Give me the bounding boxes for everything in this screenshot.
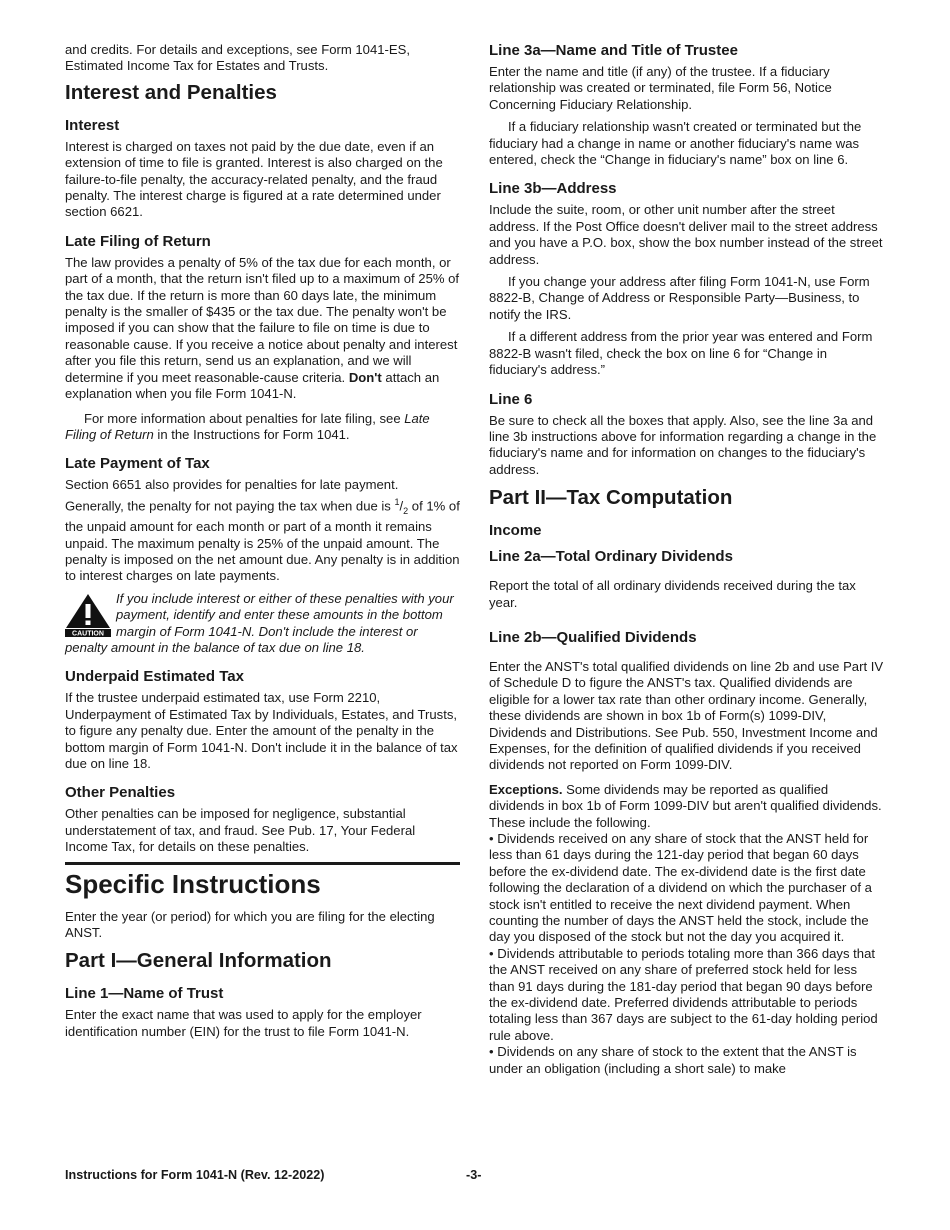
left-column — [65, 42, 460, 1045]
interest-heading: Interest — [65, 116, 120, 134]
line3a-text2: If a fiduciary relationship wasn't created or terminated but the fiduciary had a change in name or another fiduciary's name was entered, check the “Change in fiduciary's name” box on line 6. — [489, 119, 862, 168]
specific-instructions-heading: Specific Instructions — [65, 868, 321, 899]
bullet-text-2: Dividends attributable to periods totaling more than 366 days that the ANST received on any share of preferred stock held for less than 91 days during the 181-day period that began 90 days before the ex-dividend date. Preferred dividends attributable to periods totaling less than 367 days are subject to the 61-day holding period rule above. — [489, 945, 878, 1043]
late-payment-text: Section 6651 also provides for penalties for late payment. Generally, the penalty for not paying the tax when due is $^1/_2$ of 1% of the unpaid amount for each month or part of a month it remains unpaid. The maximum penalty is 25% of the unpaid amount. The penalty is imposed on the net amount due. Any penalty is in addition to interest charges on late payments. — [65, 477, 460, 584]
exceptions-label: Exceptions. — [489, 781, 563, 797]
footer-title: Instructions for Form 1041-N (Rev. 12-2022) — [65, 1168, 325, 1182]
caution-label: CAUTION — [72, 630, 104, 637]
line1-text: Enter the exact name that was used to apply for the employer identification number (EIN) for the trust to file Form 1041-N. — [65, 1007, 422, 1039]
bullet-text-1: Dividends received on any share of stock that the ANST held for less than 61 days during the 121-day period that began 60 days before the ex-dividend date. The ex-dividend date is the first date following the declaration of a dividend on which the purchaser of a stock isn't entitled to receive the next dividend payment. When counting the number of days the ANST held the stock, include the day you disposed of the stock but not the day you acquired it. — [489, 831, 872, 945]
caution-box — [65, 591, 460, 657]
intro-text: and credits. For details and exceptions, see Form 1041-ES, Estimated Income Tax for Estates and Trusts. — [65, 42, 410, 74]
line6-text: Be sure to check all the boxes that apply. Also, see the line 3a and line 3b instructions above for information regarding a change in the fiduciary's name and for information on changes to the fiduciary's address. — [489, 412, 877, 477]
line3b-text2: If you change your address after filing Form 1041-N, use Form 8822-B, Change of Address or Responsible Party—Business, to notify the IRS. — [489, 274, 870, 322]
line3b-text3: If a different address from the prior year was entered and Form 8822-B wasn't filed, check the box on line 6 for “Change in fiduciary's address.” — [489, 329, 873, 378]
right-column — [489, 42, 884, 1077]
late-payment-heading: Late Payment of Tax — [65, 455, 210, 473]
late-filing-bold: Don't — [348, 369, 382, 385]
bullet-text-3: Dividends on any share of stock to the extent that the ANST is under an obligation (including a short sale) to make — [489, 1044, 857, 1076]
bullet-item: • Dividends attributable to periods totaling more than 366 days that the ANST received on any share of preferred stock held for less than 91 days during the 181-day period that began 90 days before the ex-dividend date. Preferred dividends attributable to periods totaling less than 367 days are subject to the 61-day holding period rule above. — [489, 945, 878, 1043]
part1-heading: Part I—General Information — [65, 949, 332, 973]
exceptions-text — [489, 782, 884, 831]
caution-text: If you include interest or either of these penalties with your payment, identify and enter these amounts in the bottom margin of Form 1041-N. Don't include the interest or penalty amount in the balance of tax due on line 18. — [65, 590, 454, 655]
bullet-item: • Dividends received on any share of stock that the ANST held for less than 61 days during the 121-day period that began 60 days before the ex-dividend date. The ex-dividend date is the first date following the declaration of a dividend on which the purchaser of a stock isn't entitled to receive the next dividend payment. When counting the number of days the ANST held the stock, include the day you disposed of the stock but not the day you acquired it. — [489, 831, 872, 945]
line2a-heading: Line 2a—Total Ordinary Dividends — [489, 548, 733, 566]
bullet-item: • Dividends on any share of stock to the extent that the ANST is under an obligation (including a short sale) to make — [489, 1044, 857, 1076]
line3b-text1: Include the suite, room, or other unit number after the street address. If the Post Office doesn't deliver mail to the street address and you have a P.O. box, show the box number instead of the street address. — [489, 202, 883, 267]
line6-heading: Line 6 — [489, 390, 533, 408]
late-filing-heading: Late Filing of Return — [65, 232, 211, 250]
fraction-numerator: 1 — [394, 496, 400, 507]
part2-heading: Part II—Tax Computation — [489, 486, 733, 510]
line2a-text: Report the total of all ordinary dividends received during the tax year. — [489, 578, 856, 610]
exceptions-body: Some dividends may be reported as qualified dividends in box 1b of Form 1099-DIV but aren't qualified dividends. These include the following. — [489, 781, 882, 830]
late-filing-text-a: The law provides a penalty of 5% of the tax due for each month, or part of a month, that the return isn't filed up to a maximum of 25% of the tax due. If the return is more than 60 days late, the minimum penalty is the smaller of $435 or the tax due. The penalty won't be imposed if you can show that the failure to file on time is due to reasonable cause. If you receive a notice about penalty and interest after you file this return, send us an explanation, and we will determine if you meet reasonable-cause criteria. — [65, 254, 460, 385]
fraction-denominator: 2 — [403, 505, 409, 516]
income-heading: Income — [489, 522, 542, 540]
caution-icon — [65, 593, 111, 637]
underpaid-text: If the trustee underpaid estimated tax, use Form 2210, Underpayment of Estimated Tax by Individuals, Estates, and Trusts, to figure any penalty due. Enter the amount of the penalty in the bottom margin of Form 1041-N. Don't include it in the balance of tax due on line 18. — [65, 690, 458, 771]
late-payment-text-b: of 1% of the unpaid amount for each month or part of a month it remains unpaid. The maximum penalty is 25% of the unpaid amount. The penalty is imposed on the net amount due. Any penalty is in addition to interest charges on late payments. — [65, 498, 460, 584]
late-filing-text — [65, 255, 460, 403]
late-payment-text-a: Section 6651 also provides for penalties for late payment. Generally, the penalty for not paying the tax when due is — [65, 477, 399, 514]
specific-instructions-text: Enter the year (or period) for which you are filing for the electing ANST. — [65, 908, 435, 940]
late-filing-more — [65, 411, 460, 444]
page-number: -3- — [466, 1168, 482, 1182]
line1-heading: Line 1—Name of Trust — [65, 985, 224, 1003]
interest-penalties-heading: Interest and Penalties — [65, 80, 277, 104]
line3a-heading: Line 3a—Name and Title of Trustee — [489, 42, 738, 59]
line2b-heading: Line 2b—Qualified Dividends — [489, 628, 697, 646]
underpaid-heading: Underpaid Estimated Tax — [65, 668, 244, 686]
late-filing-more-italic: Late Filing of Return — [65, 410, 430, 442]
section-rule — [65, 862, 460, 865]
other-penalties-text: Other penalties can be imposed for negligence, substantial understatement of tax, and fraud. See Pub. 17, Your Federal Income Tax, for details on these penalties. — [65, 806, 416, 855]
line3a-text1: Enter the name and title (if any) of the trustee. If a fiduciary relationship was created or terminated, file Form 56, Notice Concerning Fiduciary Relationship. — [489, 64, 832, 112]
page-footer — [65, 1168, 485, 1182]
line2b-text: Enter the ANST's total qualified dividends on line 2b and use Part IV of Schedule D to figure the ANST's tax. Qualified dividends are eligible for a lower tax rate than other ordinary income. Generally, these dividends are shown in box 1b of Form(s) 1099-DIV, Dividends and Distributions. See Pub. 550, Investment Income and Expenses, for the definition of qualified dividends if you received dividends not reported on Form 1099-DIV. — [489, 658, 884, 773]
other-penalties-heading: Other Penalties — [65, 784, 176, 802]
late-filing-more-b: in the Instructions for Form 1041. — [153, 426, 350, 442]
line3b-heading: Line 3b—Address — [489, 180, 617, 198]
interest-text: Interest is charged on taxes not paid by the due date, even if an extension of time to file is granted. Interest is also charged on the failure-to-file penalty, the accuracy-related penalty, and the fraud penalty. The interest charge is figured at a rate determined under section 6621. — [65, 138, 443, 220]
late-filing-text-b: attach an explanation when you file Form 1041-N. — [65, 369, 440, 402]
late-filing-more-a: For more information about penalties for late filing, see — [84, 410, 405, 426]
